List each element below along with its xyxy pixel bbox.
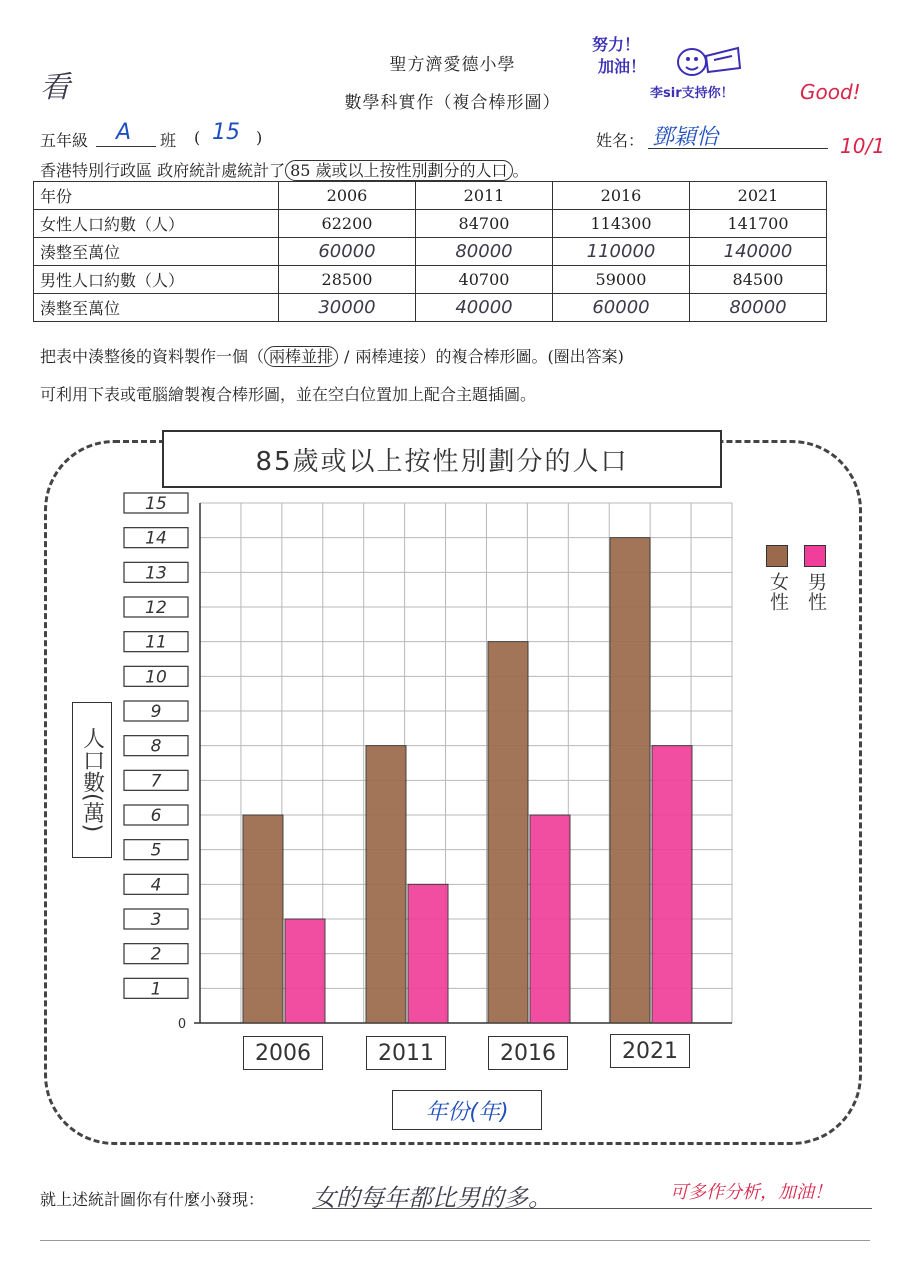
table-year: 2006 [279,182,416,210]
y-tick-label: 8 [150,736,162,757]
intro-prefix: 香港特別行政區 政府統計處統計了 [40,161,286,180]
answer-line [40,1240,870,1241]
y-tick-label: 2 [150,944,162,965]
table-year: 2016 [553,182,690,210]
female-value: 84700 [416,210,553,238]
male-round-label: 湊整至萬位 [34,294,279,322]
intro-end: 。 [512,161,529,180]
y-tick-label: 14 [145,528,167,549]
table-year: 2021 [690,182,827,210]
y-tick-label: 5 [150,840,162,861]
y-tick-label: 7 [150,771,162,792]
legend-label-male: 男性 [805,572,827,612]
instruction-1-pre: 把表中湊整後的資料製作一個（ [40,347,265,366]
y-tick-label: 11 [145,632,167,653]
good-comment: Good! [800,80,861,104]
y-axis-label: 人口數(萬) [72,702,112,858]
female-rounded: 60000 [279,238,416,266]
name-label: 姓名： [596,131,645,150]
bar-male [652,746,692,1023]
y-tick-label: 13 [145,563,167,584]
chart-title: 85歲或以上按性別劃分的人口 [162,430,722,488]
male-value: 40700 [416,266,553,294]
male-value: 28500 [279,266,416,294]
intro-circled: 85 歲或以上按性別劃分的人口 [285,160,512,181]
class-number-close: ) [256,128,263,147]
y-tick-label: 0 [177,1017,187,1032]
instruction-2: 可利用下表或電腦繪製複合棒形圖，並在空白位置加上配合主題插圖。 [40,385,537,404]
legend-label-female: 女性 [767,572,789,612]
female-rounded: 80000 [416,238,553,266]
teacher-comment: 可多作分析，加油！ [670,1182,832,1203]
student-name: 鄧穎怡 [652,125,719,150]
female-label: 女性人口約數（人） [34,210,279,238]
x-tick-label: 2016 [488,1036,568,1070]
y-tick-label: 3 [150,910,162,930]
female-round-label: 湊整至萬位 [34,238,279,266]
school-name: 聖方濟愛德小學 [389,55,516,75]
instruction-1-post: ）的複合棒形圖。(圈出答案) [419,347,624,366]
male-value: 84500 [690,266,827,294]
grade-label: 五年級 [40,131,89,150]
x-tick-label: 2006 [243,1036,323,1070]
stamp-line-2: 加油！ [598,57,647,76]
bar-female [366,746,406,1023]
finding-label: 就上述統計圖你有什麼小發現： [40,1190,265,1209]
female-rounded: 140000 [690,238,827,266]
x-axis-label: 年份(年) [392,1090,542,1130]
option-side-by-side: 兩棒並排 [264,346,338,367]
bar-male [530,815,570,1023]
y-tick-label: 4 [150,875,162,896]
legend-swatch-female [766,545,788,567]
female-value: 114300 [553,210,690,238]
legend-swatch-male [804,545,826,567]
worksheet-title: 數學科實作（複合棒形圖） [344,93,561,113]
male-value: 59000 [553,266,690,294]
female-rounded: 110000 [553,238,690,266]
stamp-line-3: 李sir支持你！ [650,86,734,101]
class-value: A [116,120,132,145]
bar-female [243,815,283,1023]
bar-female [488,642,528,1023]
bar-male [408,884,448,1023]
y-tick-label: 6 [150,806,162,826]
table-header-label: 年份 [34,182,279,210]
male-rounded: 60000 [553,294,690,322]
male-rounded: 80000 [690,294,827,322]
y-tick-label: 10 [145,667,167,688]
finding-answer: 女的每年都比男的多。 [312,1184,552,1212]
female-value: 141700 [690,210,827,238]
bar-male [285,919,325,1023]
table-year: 2011 [416,182,553,210]
x-tick-label: 2021 [610,1034,690,1068]
class-label: 班 [160,131,177,150]
teacher-mark: 看 [40,70,70,105]
male-rounded: 40000 [416,294,553,322]
y-tick-label: 9 [150,702,162,722]
y-tick-label: 12 [145,598,167,618]
x-tick-label: 2011 [366,1036,446,1070]
stamp-line-1: 努力！ [592,35,641,54]
bar-female [610,538,650,1023]
option-stacked: 兩棒連接 [355,347,420,366]
score: 10/1 [840,134,885,158]
male-label: 男性人口約數（人） [34,266,279,294]
female-value: 62200 [279,210,416,238]
class-number: 15 [212,120,240,145]
class-number-open: ( [194,128,201,147]
male-rounded: 30000 [279,294,416,322]
option-separator: / [344,347,350,366]
y-tick-label: 15 [145,494,167,514]
y-tick-label: 1 [150,979,162,1000]
